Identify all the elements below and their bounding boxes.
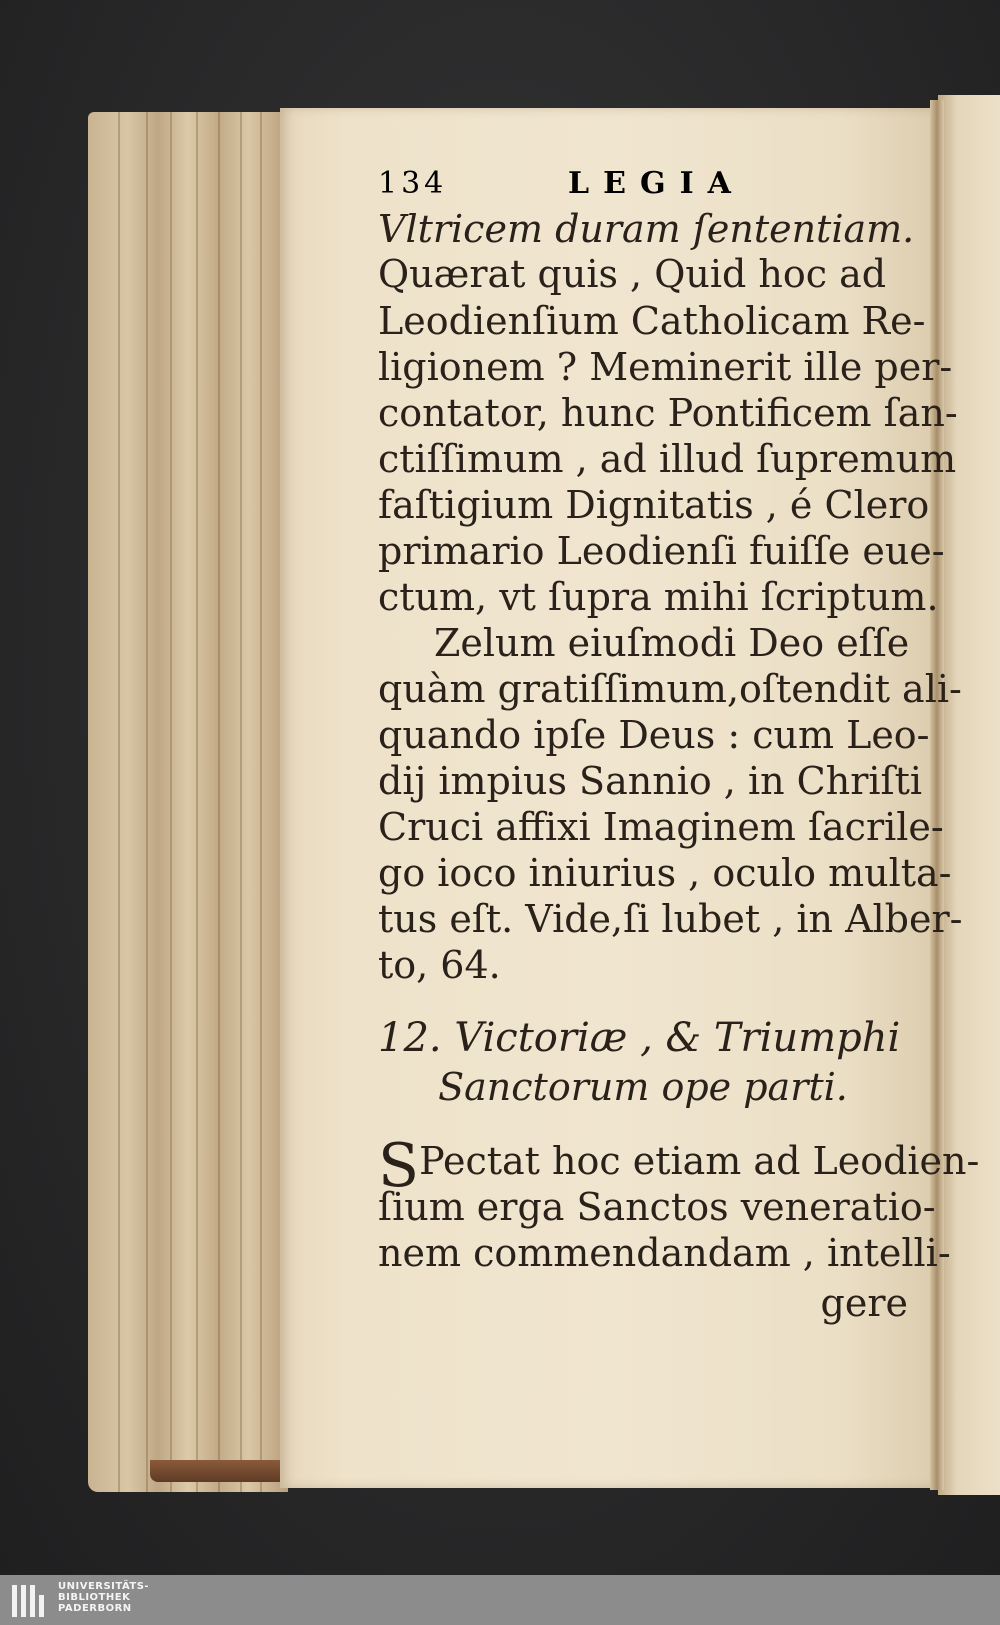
text-line: contator, hunc Pontificem ſan-: [378, 391, 958, 435]
facing-page-edge: [938, 95, 1000, 1495]
text-line: tus eſt. Vide,ſi lubet , in Alber-: [378, 897, 963, 941]
running-title: LEGIA: [568, 166, 745, 201]
text-line: quàm gratiſſimum,oſtendit ali-: [378, 667, 962, 711]
text-line: dij impius Sannio , in Chriſti: [378, 759, 923, 803]
section-heading-continued: Sanctorum ope parti.: [438, 1065, 848, 1109]
text-line: faſtigium Dignitatis , é Clero: [378, 483, 930, 527]
text-line: nem commendandam , intelli-: [378, 1231, 951, 1275]
page-edges: [88, 112, 288, 1492]
page-header: [378, 166, 908, 206]
text-line: Leodienſium Catholicam Re-: [378, 299, 926, 343]
library-name: UNIVERSITÄTS- BIBLIOTHEK PADERBORN: [58, 1581, 150, 1614]
text-line: ſium erga Sanctos veneratio-: [378, 1185, 936, 1229]
text-line: ctum, vt ſupra mihi ſcriptum.: [378, 575, 939, 619]
text-line: Quærat quis , Quid hoc ad: [378, 252, 887, 296]
text-line: Cruci affixi Imaginem ſacrile-: [378, 805, 944, 849]
book-gutter: [930, 100, 944, 1490]
drop-capital: S: [378, 1131, 420, 1201]
text-line: go ioco iniurius , oculo multa-: [378, 851, 952, 895]
text-line-content: Pectat hoc etiam ad Leodien-: [419, 1139, 980, 1183]
page-number: 134: [378, 166, 448, 201]
library-footer: [0, 1575, 1000, 1625]
text-line: Zelum eiuſmodi Deo eſſe: [434, 621, 910, 665]
text-line: to, 64.: [378, 943, 501, 987]
text-line: Vltricem duram ſententiam.: [378, 207, 915, 251]
catchword: gere: [820, 1281, 908, 1325]
library-logo-icon: [12, 1585, 52, 1617]
text-line: ctiſſimum , ad illud ſupremum: [378, 437, 957, 481]
section-heading: 12. Victoriæ , & Triumphi: [378, 1015, 901, 1061]
text-line: ligionem ? Meminerit ille per-: [378, 345, 953, 389]
text-line: quando ipſe Deus : cum Leo-: [378, 713, 930, 757]
text-line: primario Leodienſi fuiſſe eue-: [378, 529, 945, 573]
